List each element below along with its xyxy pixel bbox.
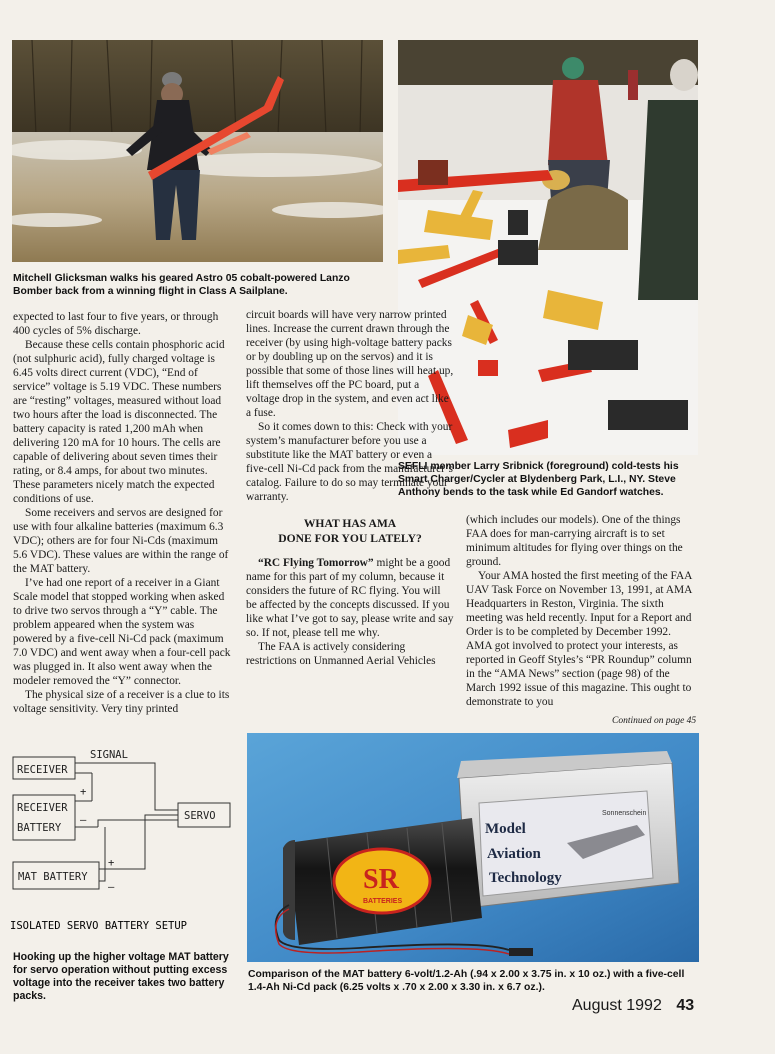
- plus-sign-1: +: [80, 786, 87, 798]
- sr-logo-text: SR: [363, 864, 399, 895]
- mat-label-aviation: Aviation: [487, 846, 541, 862]
- receiver-label: RECEIVER: [17, 764, 68, 776]
- mat-maker-label: Sonnenschein: [602, 810, 647, 817]
- col1-paragraph-4: I’ve had one report of a receiver in a Giant Scale model that stopped working when asked to drive two servos through a “Y” cable. The problem appeared when the system was powered by a five-cell Ni-Cd pack (maximum 7.0 VDC) and went away when a four-cell pack was plugged in. It also went away when the modeler removed the “Y” connector.: [13, 577, 231, 687]
- wiring-diagram: [10, 745, 242, 940]
- section-heading-line-2: DONE FOR YOU LATELY?: [278, 532, 422, 545]
- col2-lead-phrase: “RC Flying Tomorrow”: [258, 557, 374, 569]
- continued-note: Continued on page 45: [612, 716, 697, 726]
- wiring-diagram-svg: [10, 745, 242, 940]
- plus-sign-2: +: [108, 857, 115, 869]
- signal-label: SIGNAL: [90, 749, 128, 761]
- footer: [572, 997, 694, 1015]
- section-heading: [246, 516, 454, 546]
- photo-glicksman: [12, 40, 383, 262]
- mat-battery-label: MAT BATTERY: [18, 871, 88, 883]
- receiver-battery-label-1: RECEIVER: [17, 802, 68, 814]
- col2-paragraph-3-text: might be a good name for this part of my column, because it considers the future of RC flying. You will be affected by the concepts discussed. If you like what I’ve got to say, please write and say so. If not, please tell me why.: [246, 557, 454, 639]
- photo-batteries-image: [247, 733, 699, 962]
- diagram-title: ISOLATED SERVO BATTERY SETUP: [10, 920, 188, 932]
- col2-paragraph-1: circuit boards will have very narrow printed lines. Increase the current drawn through the receiver (by using high-voltage battery packs or by doubling up on the servos) and it is possible that some of those lines will heat up, lift themselves off the PC board, put a voltage drop in the system, and even act like a fuse.: [246, 309, 454, 419]
- column-1: [13, 310, 233, 716]
- section-heading-line-1: WHAT HAS AMA: [303, 517, 397, 530]
- column-3: [466, 513, 698, 709]
- minus-sign-2: –: [108, 881, 115, 893]
- page-number: 43: [676, 997, 695, 1014]
- caption-diagram: Hooking up the higher voltage MAT battery for servo operation without putting excess voltage into the receiver takes two battery packs.: [13, 951, 229, 1002]
- col1-paragraph-2: Because these cells contain phosphoric acid (not sulphuric acid), fully charged voltage is 6.45 volts direct current (VDC), “End of service” voltage is 5.19 VDC. These numbers are “resting” voltages, measured without load two hours after the load is disconnected. The battery capacity is rated 1,200 mAh when delivering 120 mA for 10 hours. The cells are capable of delivering about seven times their rating, or 8.4 amps, for about two minutes. These parameters nicely match the expected conditions of use.: [13, 339, 225, 505]
- col3-paragraph-2: Your AMA hosted the first meeting of the FAA UAV Task Force on November 13, 1991, at AMA Headquarters in Reston, Virginia. The sixth meeting was held recently. Input for a Report and Order is to be completed by December 1992. AMA got involved to protect your interests, as reported in Geoff Styles’s “PR Roundup” column in the “AMA News” section (page 98) of the March 1992 issue of this magazine. This ought to demonstrate to you: [466, 570, 692, 708]
- caption-glicksman: Mitchell Glicksman walks his geared Astro 05 cobalt-powered Lanzo Bomber back from a winning flight in Class A Sailplane.: [13, 273, 350, 297]
- column-2: [246, 308, 454, 668]
- col2-paragraph-2: So it comes down to this: Check with your system’s manufacturer before you use a substitute like the MAT battery or even a five-cell Ni-Cd pack from the manufacturer’s catalog. Failure to do so may terminate your warranty.: [246, 421, 453, 503]
- receiver-battery-label-2: BATTERY: [17, 822, 62, 834]
- mat-label-model: Model: [485, 821, 526, 837]
- sr-logo-subtext: BATTERIES: [363, 898, 403, 905]
- col1-paragraph-1: expected to last four to five years, or through 400 cycles of 5% discharge.: [13, 311, 219, 337]
- servo-label: SERVO: [184, 810, 216, 822]
- minus-sign-1: –: [80, 814, 87, 826]
- caption-batteries: Comparison of the MAT battery 6-volt/1.2-Ah (.94 x 2.00 x 3.75 in. x 10 oz.) with a five-cell 1.4-Ah Ni-Cd pack (6.25 volts x .70 x 2.00 x 3.30 in. x 6.7 oz.).: [248, 969, 685, 993]
- col2-paragraph-4: The FAA is actively considering restrictions on Unmanned Aerial Vehicles: [246, 641, 436, 667]
- col2-paragraph-3: [246, 556, 454, 640]
- photo-glicksman-image: [12, 40, 383, 262]
- mat-label-technology: Technology: [489, 870, 562, 886]
- caption-sribnick: SEFLI member Larry Sribnick (foreground) cold-tests his Smart Charger/Cycler at Blydenberg Park, L.I., NY. Steve Anthony bends to the task while Ed Gandorf watches.: [398, 461, 679, 498]
- photo-batteries: [247, 733, 699, 962]
- col1-paragraph-5: The physical size of a receiver is a clue to its voltage sensitivity. Very tiny printed: [13, 689, 230, 715]
- issue-date: August 1992: [572, 997, 662, 1014]
- col1-paragraph-3: Some receivers and servos are designed for use with four alkaline batteries (maximum 6.3 VDC); others are for four Ni-Cds (maximum 5.6 VDC). These values are within the range of the MAT battery.: [13, 507, 229, 575]
- col3-paragraph-1: (which includes our models). One of the things FAA does for man-carrying aircraft is to set minimum altitudes for flying over things on the ground.: [466, 514, 683, 568]
